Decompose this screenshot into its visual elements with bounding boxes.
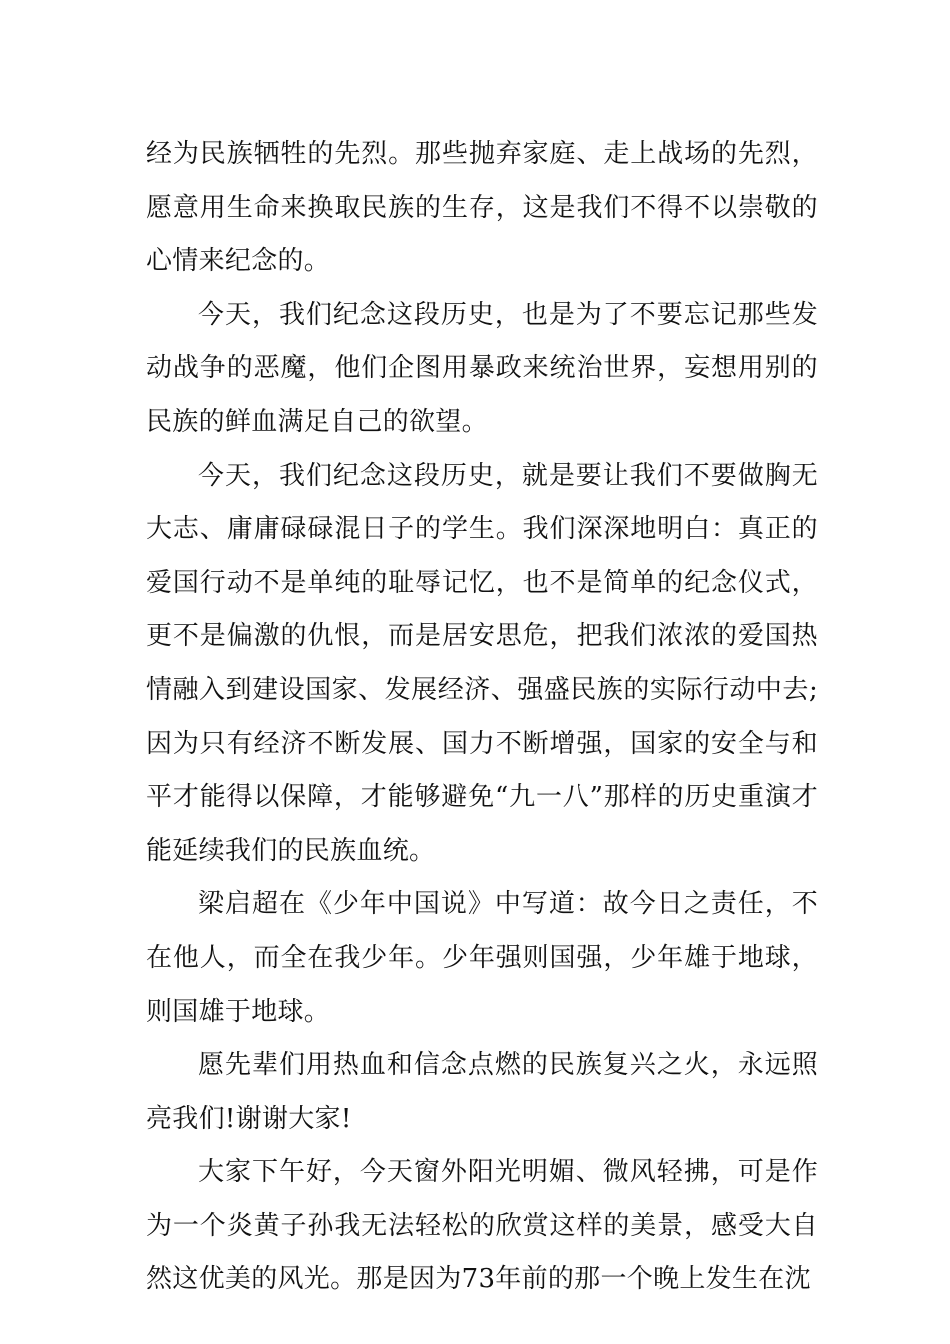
paragraph-2: 今天，我们纪念这段历史，也是为了不要忘记那些发动战争的恶魔，他们企图用暴政来统治世界，妄想用别的民族的鲜血满足自己的欲望。 (146, 299, 818, 437)
document-body (146, 128, 818, 1307)
paragraph-6: 大家下午好，今天窗外阳光明媚、微风轻拂，可是作为一个炎黄子孙我无法轻松的欣赏这样的美景，感受大自然这优美的风光。那是因为73年前的那一个晚上发生在沈 (146, 1157, 818, 1295)
paragraph-4: 梁启超在《少年中国说》中写道：故今日之责任，不在他人，而全在我少年。少年强则国强，少年雄于地球，则国雄于地球。 (146, 889, 818, 1027)
paragraph-3: 今天，我们纪念这段历史，就是要让我们不要做胸无大志、庸庸碌碌混日子的学生。我们深深地明白：真正的爱国行动不是单纯的耻辱记忆，也不是简单的纪念仪式，更不是偏激的仇恨，而是居安思危，把我们浓浓的爱国热情融入到建设国家、发展经济、强盛民族的实际行动中去;因为只有经济不断发展、国力不断增强，国家的安全与和平才能得以保障，才能够避免“九一八”那样的历史重演才能延续我们的民族血统。 (146, 460, 818, 866)
paragraph-5: 愿先辈们用热血和信念点燃的民族复兴之火，永远照亮我们!谢谢大家! (146, 1050, 818, 1134)
paragraph-1: 经为民族牺牲的先烈。那些抛弃家庭、走上战场的先烈，愿意用生命来换取民族的生存，这是我们不得不以崇敬的心情来纪念的。 (146, 139, 818, 277)
